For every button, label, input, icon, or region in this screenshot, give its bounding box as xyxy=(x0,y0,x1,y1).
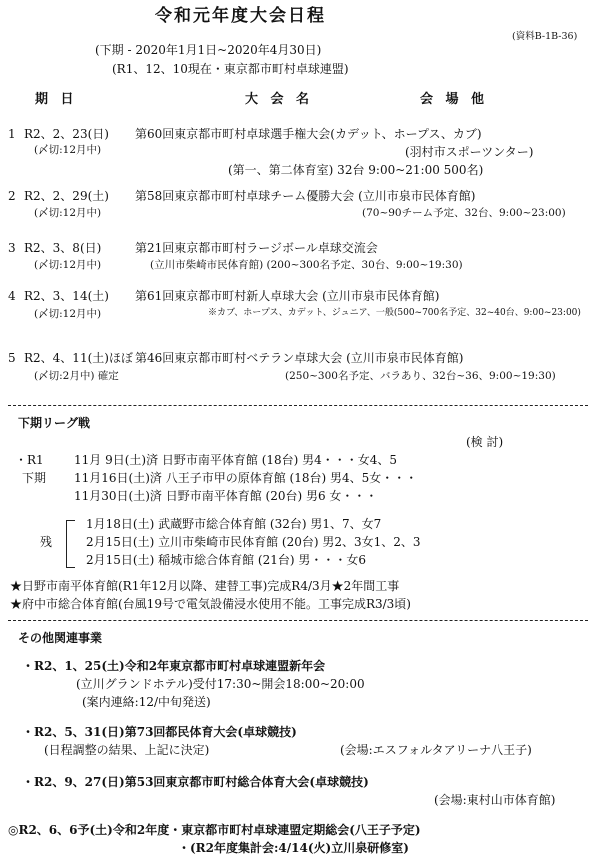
event-details: (250~300名予定、バラあり、32台~36、9:00~19:30) xyxy=(285,370,556,382)
event-number: 1 xyxy=(8,127,16,141)
league-prefix: ・R1 xyxy=(15,453,44,467)
event-deadline: (〆切:12月中) xyxy=(34,144,102,156)
event-name: 第46回東京都市町村ベテラン卓球大会 (立川市泉市民体育館) xyxy=(135,351,464,365)
other-item-sub: ・(R2年度集計会:4/14(火)立川泉研修室) xyxy=(178,841,409,855)
league-title: 下期リーグ戦 xyxy=(18,416,91,430)
event-number: 2 xyxy=(8,189,16,203)
event-deadline: (〆切:2月中) 確定 xyxy=(34,370,119,382)
other-item-main: ・R2、9、27(日)第53回東京都市町村総合体育大会(卓球競技) xyxy=(22,775,369,789)
event-number: 3 xyxy=(8,241,16,255)
league-note: ★府中市総合体育館(台風19号で電気設備浸水使用不能。工事完成R3/3頃) xyxy=(10,597,411,611)
divider-1 xyxy=(8,405,588,406)
as-of-line: (R1、12、10現在・東京都市町村卓球連盟) xyxy=(112,62,349,76)
event-details: (第一、第二体育室) 32台 9:00~21:00 500名) xyxy=(228,163,484,177)
league-remaining-row: 2月15日(土) 立川市柴崎市民体育館 (20台) 男2、3女1、2、3 xyxy=(86,535,421,549)
other-item-main: ・R2、5、31(日)第73回都民体育大会(卓球競技) xyxy=(22,725,297,739)
league-remaining-label: 残 xyxy=(40,535,53,549)
other-item-main: ◎R2、6、6予(土)令和2年度・東京都市町村卓球連盟定期総会(八王子予定) xyxy=(8,823,421,837)
league-review-header: (検 討) xyxy=(466,435,504,449)
period-line: (下期 - 2020年1月1日~2020年4月30日) xyxy=(95,43,322,57)
other-title: その他関連事業 xyxy=(18,631,103,645)
other-item-main: ・R2、1、25(土)令和2年東京都市町村卓球連盟新年会 xyxy=(22,659,326,673)
event-deadline: (〆切:12月中) xyxy=(34,207,102,219)
league-done-row: 11月 9日(土)済 日野市南平体育館 (18台) 男4・・・女4、5 xyxy=(74,453,398,467)
document-code: (資料B-1B-36) xyxy=(512,31,578,42)
event-details: (立川市柴崎市民体育館) (200~300名予定、30台、9:00~19:30) xyxy=(150,259,463,271)
event-date: R2、3、14(土) xyxy=(24,289,109,303)
document-title: 令和元年度大会日程 xyxy=(155,6,326,26)
event-date: R2、4、11(土)ほぼ xyxy=(24,351,133,365)
league-note: ★日野市南平体育館(R1年12月以降、建替工事)完成R4/3月★2年間工事 xyxy=(10,579,400,593)
other-item-sub: (案内連絡:12/中旬発送) xyxy=(82,695,211,709)
event-name: 第58回東京都市町村卓球チーム優勝大会 (立川市泉市民体育館) xyxy=(135,189,476,203)
other-item-sub: (立川グランドホテル)受付17:30~開会18:00~20:00 xyxy=(76,677,365,691)
event-number: 5 xyxy=(8,351,16,365)
event-number: 4 xyxy=(8,289,16,303)
event-details: ※カブ、ホープス、カデット、ジュニア、一般(500~700名予定、32~40台、9:00~23:00) xyxy=(208,308,581,318)
column-header-venue: 会 場 他 xyxy=(420,92,489,107)
event-date: R2、3、8(日) xyxy=(24,241,102,255)
event-date: R2、2、23(日) xyxy=(24,127,109,141)
event-deadline: (〆切:12月中) xyxy=(34,259,102,271)
event-venue: (羽村市スポーツンター) xyxy=(405,145,534,159)
other-item-sub: (会場:エスフォルタアリーナ八王子) xyxy=(340,743,532,757)
event-deadline: (〆切:12月中) xyxy=(34,308,102,320)
other-item-sub: (会場:東村山市体育館) xyxy=(434,793,556,807)
league-remaining-row: 2月15日(土) 稲城市総合体育館 (21台) 男・・・女6 xyxy=(86,553,366,567)
column-header-date: 期 日 xyxy=(35,92,78,107)
league-done-row: 11月16日(土)済 八王子市甲の原体育館 (18台) 男4、5女・・・ xyxy=(74,471,418,485)
event-details: (70~90チーム予定、32台、9:00~23:00) xyxy=(362,207,566,219)
league-remaining-row: 1月18日(土) 武蔵野市総合体育館 (32台) 男1、7、女7 xyxy=(86,517,382,531)
column-header-name: 大 会 名 xyxy=(245,92,314,107)
league-done-row: 11月30日(土)済 日野市南平体育館 (20台) 男6 女・・・ xyxy=(74,489,378,503)
event-name: 第60回東京都市町村卓球選手権大会(カデット、ホープス、カブ) xyxy=(135,127,482,141)
event-name: 第21回東京都市町村ラージボール卓球交流会 xyxy=(135,241,378,255)
event-name: 第61回東京都市町村新人卓球大会 (立川市泉市民体育館) xyxy=(135,289,440,303)
league-remaining-bracket xyxy=(66,520,75,568)
league-period-label: 下期 xyxy=(22,471,47,485)
other-item-sub: (日程調整の結果、上記に決定) xyxy=(44,743,210,757)
divider-2 xyxy=(8,620,588,621)
event-date: R2、2、29(土) xyxy=(24,189,109,203)
